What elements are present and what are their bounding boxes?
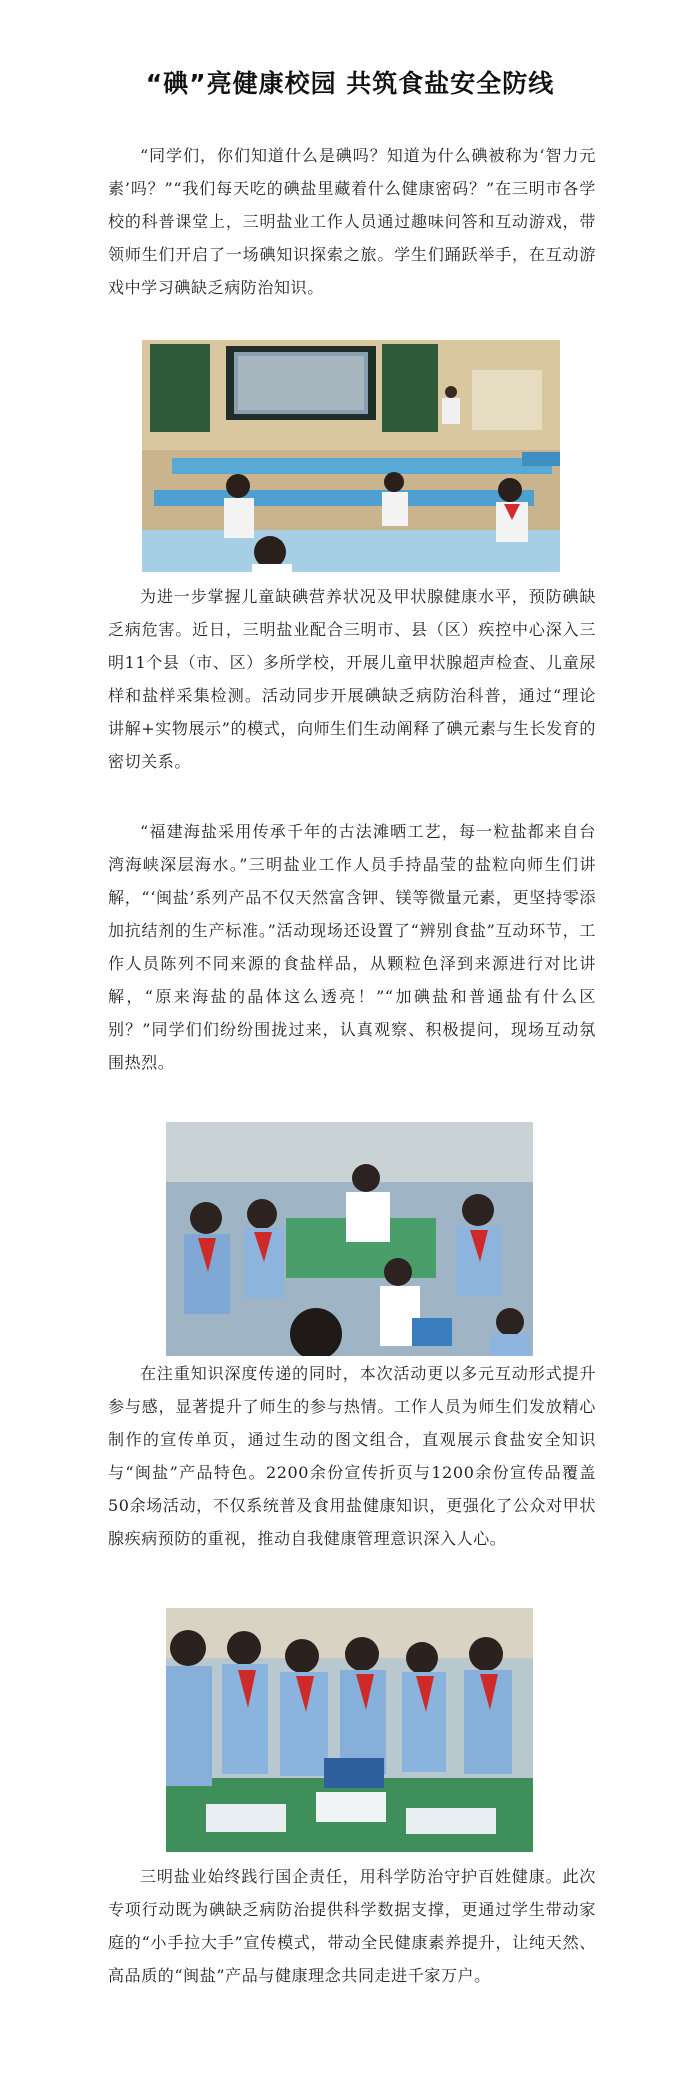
- classroom-lecture-photo: [142, 340, 560, 572]
- paragraph-conclusion: 三明盐业始终践行国企责任，用科学防治守护百姓健康。此次专项行动既为碘缺乏病防治提供科学数据支撑，更通过学生带动家庭的“小手拉大手”宣传模式，带动全民健康素养提升，让纯天然、高品质的“闽盐”产品与健康理念共同走进千家万户。: [108, 1867, 596, 1985]
- students-reading-leaflets-photo: [166, 1608, 533, 1852]
- paragraph-intro: “同学们，你们知道什么是碘吗？知道为什么碘被称为‘智力元素’吗？”“我们每天吃的碘盐里藏着什么健康密码？”在三明市各学校的科普课堂上，三明盐业工作人员通过趣味问答和互动游戏，带领师生们开启了一场碘知识探索之旅。学生们踊跃举手，在互动游戏中学习碘缺乏病防治知识。: [108, 146, 596, 297]
- students-gathering-photo: [166, 1122, 533, 1356]
- article-title: “碘”亮健康校园 共筑食盐安全防线: [145, 69, 555, 98]
- paragraph-sea-salt: “福建海盐采用传承千年的古法滩晒工艺，每一粒盐都来自台湾海峡深层海水。”三明盐业工作人员手持晶莹的盐粒向师生们讲解，“‘闽盐’系列产品不仅天然富含钾、镁等微量元素，更坚持零添加抗结剂的生产标准。”活动现场还设置了“辨别食盐”互动环节，工作人员陈列不同来源的食盐样品，从颗粒色泽到来源进行对比讲解，“原来海盐的晶体这么透亮！”“加碘盐和普通盐有什么区别？”同学们们纷纷围拢过来，认真观察、积极提问，现场互动氛围热烈。: [108, 822, 596, 1072]
- paragraph-leaflets: 在注重知识深度传递的同时，本次活动更以多元互动形式提升参与感，显著提升了师生的参与热情。工作人员为师生们发放精心制作的宣传单页，通过生动的图文组合，直观展示食盐安全知识与“闽盐”产品特色。2200余份宣传折页与1200余份宣传品覆盖50余场活动，不仅系统普及食用盐健康知识，更强化了公众对甲状腺疾病预防的重视，推动自我健康管理意识深入人心。: [108, 1364, 596, 1548]
- paragraph-screening: 为进一步掌握儿童缺碘营养状况及甲状腺健康水平，预防碘缺乏病危害。近日，三明盐业配合三明市、县（区）疾控中心深入三明11个县（市、区）多所学校，开展儿童甲状腺超声检查、儿童尿样和盐样采集检测。活动同步开展碘缺乏病防治科普，通过“理论讲解+实物展示”的模式，向师生们生动阐释了碘元素与生长发育的密切关系。: [108, 587, 596, 771]
